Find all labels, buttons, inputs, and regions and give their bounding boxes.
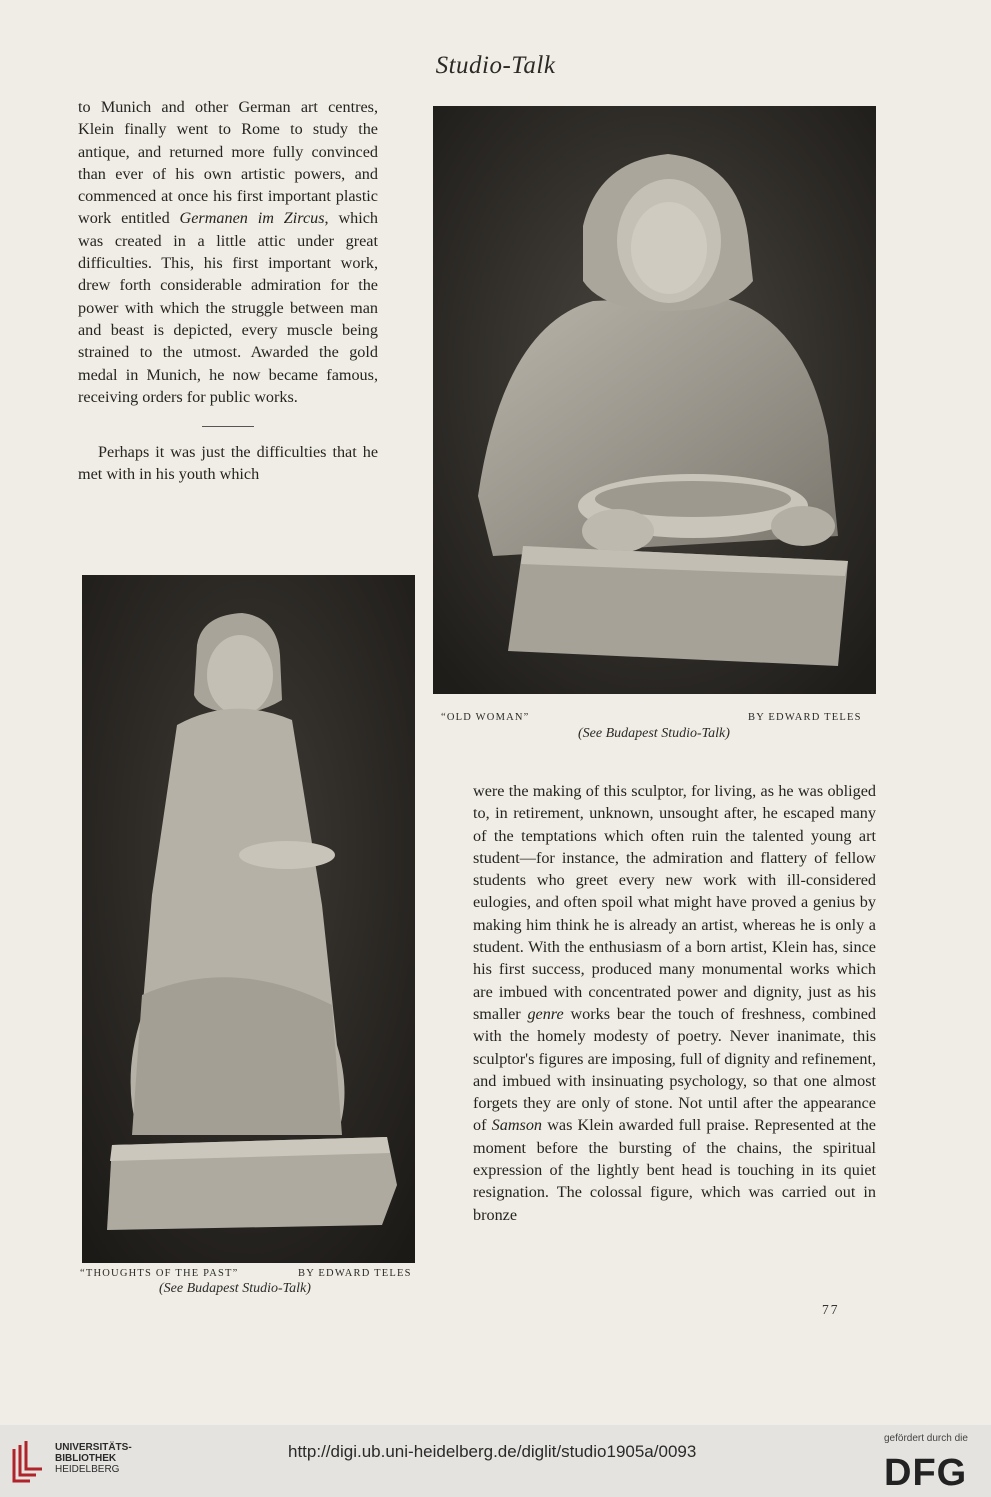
- thoughts-of-the-past-sculpture-image: [82, 575, 415, 1263]
- old-woman-caption-author: BY EDWARD TELES: [748, 712, 862, 723]
- page-number: 77: [822, 1302, 840, 1317]
- section-divider: [202, 426, 254, 427]
- running-head: Studio-Talk: [435, 52, 556, 79]
- left-paragraph-1: to Munich and other German art centres, Klein finally went to Rome to study the antique, and returned more fully convinced than ever of his own artistic powers, and commenced at once his first important plastic work entitled Germanen im Zircus, which was created in a little attic under great difficulties. This, his first important work, drew forth considerable admiration for the power with which the struggle between man and beast is depicted, every muscle being strained to the utmost. Awarded the gold medal in Munich, he now became famous, receiving orders for public works.: [78, 98, 379, 406]
- work-title-samson: Samson: [491, 1116, 543, 1135]
- old-woman-caption-title: “OLD WOMAN”: [441, 712, 530, 723]
- left-paragraph-2: Perhaps it was just the difficulties that he met with in his youth which: [78, 443, 378, 484]
- left-text-column: [78, 96, 378, 486]
- university-library-logo-icon: [10, 1437, 50, 1485]
- right-paragraph: were the making of this sculptor, for living, as he was obliged to, in retirement, unknown, unsought after, he escaped many of the temptations which often ruin the talented young art student—for instance, the admiration and flattery of fellow students who greet every new work with ill-considered eulogies, and often spoil what might have proved a genius by making him think he is already an artist, whereas he is only a student. With the enthusiasm of a born artist, Klein has, since his first success, produced many monumental works which are imbued with concentrated power and dignity, just as his smaller genre works bear the touch of freshness, combined with the homely modesty of poetry. Never inanimate, this sculptor's figures are imposing, full of dignity and refinement, and imbued with insinuating psychology, so that one almost forgets they are only of stone. Not until after the appearance of Samson was Klein awarded full praise. Represented at the moment before the bursting of the chains, the spiritual expression of the lightly bent head is touching in its quiet resignation. The colossal figure, which was carried out in bronze: [473, 782, 876, 1224]
- funder-note: gefördert durch die: [884, 1433, 968, 1444]
- thoughts-caption-author: BY EDWARD TELES: [298, 1268, 412, 1279]
- old-woman-sculpture-photo: [433, 106, 876, 694]
- term-genre: genre: [527, 1004, 564, 1023]
- university-library-name: UNIVERSITÄTS- BIBLIOTHEK HEIDELBERG: [55, 1442, 132, 1475]
- old-woman-sculpture-image: [433, 106, 876, 694]
- digital-copy-url[interactable]: http://digi.ub.uni-heidelberg.de/diglit/studio1905a/0093: [288, 1442, 697, 1461]
- thoughts-caption-reference: (See Budapest Studio-Talk): [159, 1281, 311, 1296]
- thoughts-caption-title: “THOUGHTS OF THE PAST”: [80, 1268, 239, 1279]
- digitization-footer: [0, 1425, 991, 1497]
- right-text-column: [473, 780, 876, 1226]
- thoughts-of-the-past-sculpture-photo: [82, 575, 415, 1263]
- old-woman-caption-reference: (See Budapest Studio-Talk): [578, 726, 730, 741]
- work-title-germanen: Germanen im Zircus: [179, 209, 325, 228]
- dfg-logo: DFG: [884, 1452, 968, 1494]
